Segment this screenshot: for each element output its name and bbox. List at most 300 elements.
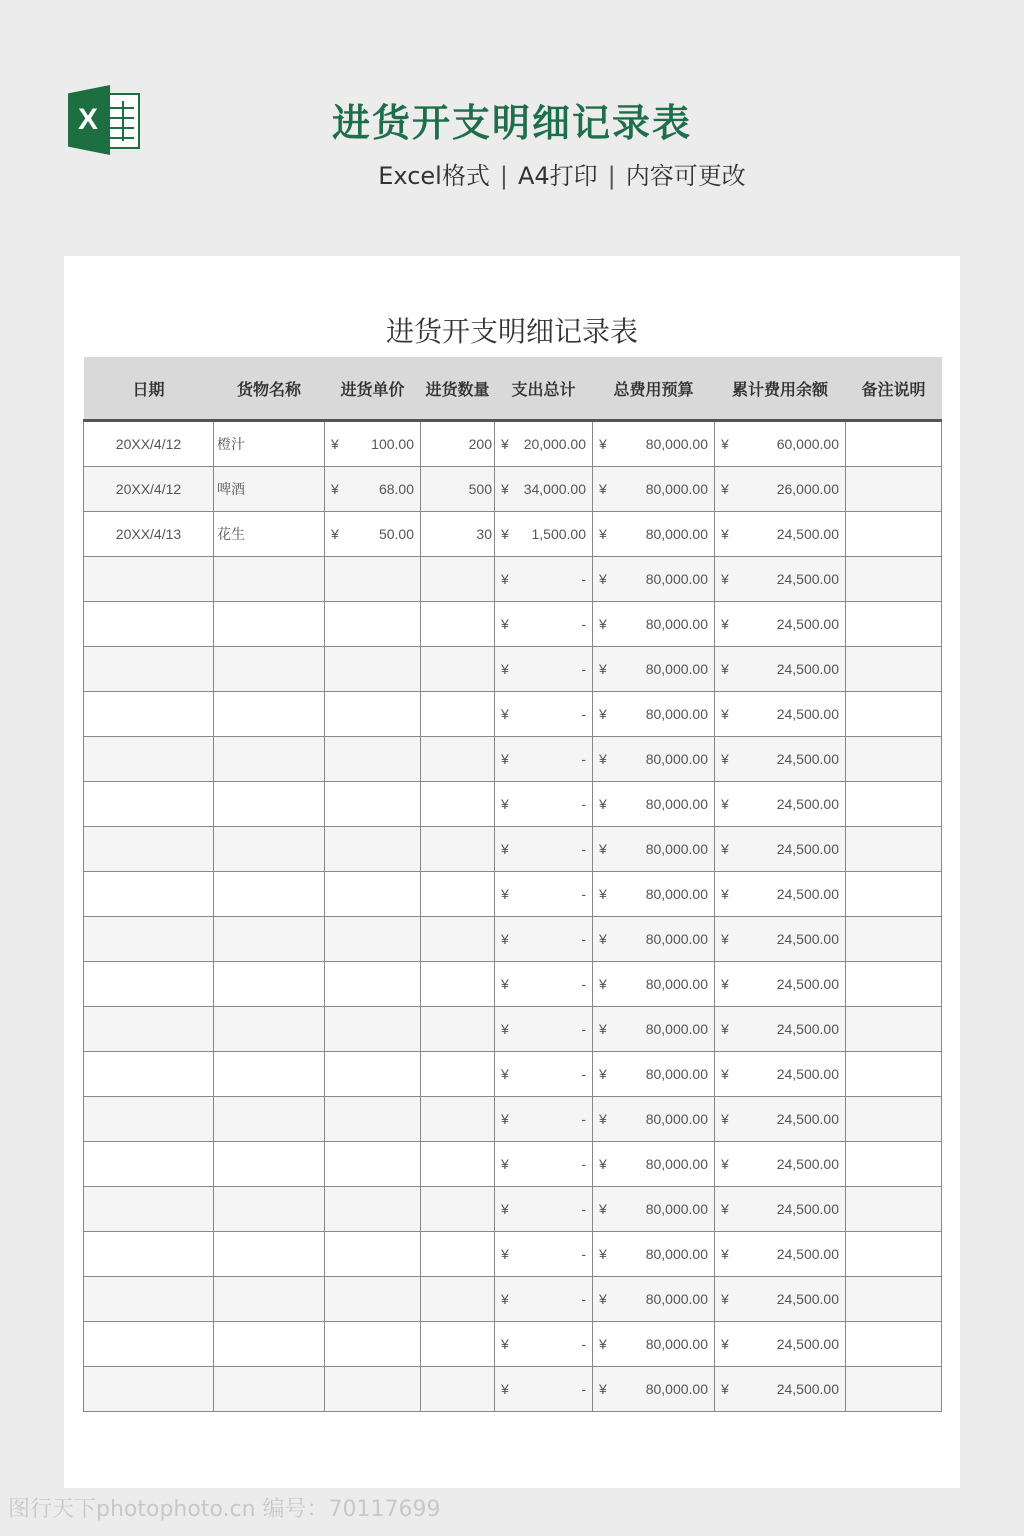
- cell-unit-price[interactable]: [325, 647, 421, 692]
- cell-total[interactable]: [495, 557, 593, 602]
- cell-item[interactable]: [214, 872, 325, 917]
- currency-symbol: ¥: [599, 1246, 607, 1262]
- cell-balance[interactable]: [715, 962, 846, 1007]
- money-value: [599, 886, 708, 902]
- cell-total[interactable]: [495, 1367, 593, 1412]
- cell-date[interactable]: [84, 1142, 214, 1187]
- cell-unit-price[interactable]: [325, 1052, 421, 1097]
- cell-date[interactable]: 20XX/4/13: [84, 512, 214, 557]
- cell-balance[interactable]: [715, 467, 846, 512]
- cell-unit-price[interactable]: [325, 1142, 421, 1187]
- cell-total[interactable]: [495, 602, 593, 647]
- cell-item[interactable]: [214, 647, 325, 692]
- cell-balance[interactable]: [715, 1322, 846, 1367]
- subtitle-format: Excel格式: [378, 162, 490, 190]
- cell-total[interactable]: [495, 737, 593, 782]
- cell-budget[interactable]: [593, 467, 715, 512]
- money-value: [501, 616, 586, 632]
- cell-date[interactable]: [84, 962, 214, 1007]
- cell-total[interactable]: [495, 647, 593, 692]
- cell-budget[interactable]: [593, 1232, 715, 1277]
- cell-unit-price[interactable]: [325, 1007, 421, 1052]
- currency-symbol: ¥: [599, 1291, 607, 1307]
- money-value: [721, 751, 839, 767]
- currency-symbol: ¥: [501, 1336, 509, 1352]
- currency-symbol: ¥: [501, 1021, 509, 1037]
- money-value: [501, 841, 586, 857]
- cell-balance[interactable]: [715, 1142, 846, 1187]
- money-value: [721, 481, 839, 497]
- cell-budget[interactable]: [593, 602, 715, 647]
- cell-unit-price[interactable]: [325, 827, 421, 872]
- amount: 80,000.00: [645, 796, 708, 812]
- money-value: [721, 1291, 839, 1307]
- cell-unit-price[interactable]: [325, 1322, 421, 1367]
- currency-symbol: ¥: [501, 886, 509, 902]
- cell-quantity[interactable]: [421, 692, 495, 737]
- currency-symbol: ¥: [721, 751, 729, 767]
- currency-symbol: ¥: [599, 661, 607, 677]
- amount: -: [581, 751, 586, 767]
- money-value: [501, 796, 586, 812]
- cell-total[interactable]: [495, 512, 593, 557]
- cell-unit-price[interactable]: [325, 512, 421, 557]
- cell-budget[interactable]: [593, 692, 715, 737]
- cell-total[interactable]: [495, 1322, 593, 1367]
- currency-symbol: ¥: [721, 1246, 729, 1262]
- cell-unit-price[interactable]: [325, 962, 421, 1007]
- cell-note[interactable]: [846, 1097, 942, 1142]
- currency-symbol: ¥: [501, 481, 509, 497]
- cell-balance[interactable]: [715, 602, 846, 647]
- cell-date[interactable]: [84, 827, 214, 872]
- cell-total[interactable]: [495, 872, 593, 917]
- money-value: [501, 1201, 586, 1217]
- cell-quantity[interactable]: [421, 782, 495, 827]
- amount: 80,000.00: [645, 1381, 708, 1397]
- cell-balance[interactable]: [715, 737, 846, 782]
- cell-balance[interactable]: [715, 872, 846, 917]
- currency-symbol: ¥: [599, 706, 607, 722]
- watermark: 图行天下photophoto.cn 编号：70117699: [8, 1497, 441, 1522]
- cell-item[interactable]: [214, 1097, 325, 1142]
- cell-total[interactable]: [495, 1277, 593, 1322]
- cell-total[interactable]: [495, 917, 593, 962]
- cell-unit-price[interactable]: [325, 692, 421, 737]
- cell-budget[interactable]: [593, 1322, 715, 1367]
- cell-unit-price[interactable]: [325, 782, 421, 827]
- amount: 24,500.00: [776, 1021, 839, 1037]
- currency-symbol: ¥: [721, 571, 729, 587]
- cell-date[interactable]: 20XX/4/12: [84, 421, 214, 467]
- cell-budget[interactable]: [593, 1142, 715, 1187]
- cell-date[interactable]: 20XX/4/12: [84, 467, 214, 512]
- money-value: [501, 1111, 586, 1127]
- cell-date[interactable]: [84, 1187, 214, 1232]
- cell-date[interactable]: [84, 1097, 214, 1142]
- currency-symbol: ¥: [331, 436, 339, 452]
- table-row: [84, 1232, 942, 1277]
- cell-item[interactable]: [214, 602, 325, 647]
- amount: -: [581, 661, 586, 677]
- amount: 100.00: [371, 436, 414, 452]
- cell-quantity[interactable]: 200: [421, 421, 495, 467]
- cell-quantity[interactable]: 500: [421, 467, 495, 512]
- cell-note[interactable]: [846, 872, 942, 917]
- money-value: [501, 481, 586, 497]
- money-value: [599, 1111, 708, 1127]
- money-value: [721, 976, 839, 992]
- amount: 24,500.00: [776, 796, 839, 812]
- cell-item[interactable]: 花生: [214, 512, 325, 557]
- cell-note[interactable]: [846, 917, 942, 962]
- table-row: [84, 782, 942, 827]
- amount: -: [581, 1381, 586, 1397]
- money-value: [501, 931, 586, 947]
- amount: -: [581, 1246, 586, 1262]
- subtitle-editable: 内容可更改: [625, 162, 746, 190]
- currency-symbol: ¥: [501, 706, 509, 722]
- amount: 34,000.00: [523, 481, 586, 497]
- cell-budget[interactable]: [593, 962, 715, 1007]
- table-row: [84, 872, 942, 917]
- cell-total[interactable]: [495, 1007, 593, 1052]
- amount: 20,000.00: [523, 436, 586, 452]
- cell-date[interactable]: [84, 557, 214, 602]
- currency-symbol: ¥: [599, 571, 607, 587]
- cell-item[interactable]: [214, 1142, 325, 1187]
- cell-quantity[interactable]: [421, 1142, 495, 1187]
- cell-balance[interactable]: [715, 782, 846, 827]
- currency-symbol: ¥: [501, 1156, 509, 1172]
- currency-symbol: ¥: [501, 931, 509, 947]
- cell-unit-price[interactable]: [325, 1277, 421, 1322]
- cell-budget[interactable]: [593, 1097, 715, 1142]
- cell-date[interactable]: [84, 647, 214, 692]
- table-row: [84, 737, 942, 782]
- cell-budget[interactable]: [593, 421, 715, 467]
- currency-symbol: ¥: [599, 976, 607, 992]
- cell-quantity[interactable]: [421, 737, 495, 782]
- cell-unit-price[interactable]: [325, 557, 421, 602]
- cell-note[interactable]: [846, 782, 942, 827]
- currency-symbol: ¥: [599, 1066, 607, 1082]
- amount: 80,000.00: [645, 481, 708, 497]
- cell-balance[interactable]: [715, 421, 846, 467]
- cell-total[interactable]: [495, 421, 593, 467]
- cell-balance[interactable]: [715, 1277, 846, 1322]
- cell-quantity[interactable]: [421, 1277, 495, 1322]
- cell-budget[interactable]: [593, 737, 715, 782]
- cell-note[interactable]: [846, 1052, 942, 1097]
- cell-item[interactable]: [214, 827, 325, 872]
- cell-balance[interactable]: [715, 1052, 846, 1097]
- cell-note[interactable]: [846, 602, 942, 647]
- cell-note[interactable]: [846, 1007, 942, 1052]
- table-body: [84, 421, 942, 1412]
- amount: 24,500.00: [776, 1156, 839, 1172]
- currency-symbol: ¥: [501, 796, 509, 812]
- money-value: [501, 886, 586, 902]
- cell-item[interactable]: [214, 737, 325, 782]
- currency-symbol: ¥: [599, 1021, 607, 1037]
- cell-quantity[interactable]: [421, 647, 495, 692]
- subtitle-print: A4打印: [517, 162, 598, 190]
- currency-symbol: ¥: [721, 1201, 729, 1217]
- amount: 24,500.00: [776, 661, 839, 677]
- cell-budget[interactable]: [593, 1367, 715, 1412]
- table-row: [84, 1277, 942, 1322]
- currency-symbol: ¥: [501, 436, 509, 452]
- cell-quantity[interactable]: [421, 917, 495, 962]
- cell-balance[interactable]: [715, 1367, 846, 1412]
- cell-quantity[interactable]: [421, 827, 495, 872]
- cell-quantity[interactable]: [421, 1367, 495, 1412]
- cell-budget[interactable]: [593, 917, 715, 962]
- cell-quantity[interactable]: 30: [421, 512, 495, 557]
- money-value: [599, 706, 708, 722]
- cell-unit-price[interactable]: [325, 1367, 421, 1412]
- currency-symbol: ¥: [721, 481, 729, 497]
- cell-item[interactable]: [214, 1232, 325, 1277]
- cell-item[interactable]: [214, 917, 325, 962]
- sheet-title: 进货开支明细记录表: [385, 315, 638, 348]
- cell-budget[interactable]: [593, 1187, 715, 1232]
- money-value: [599, 931, 708, 947]
- money-value: [599, 1381, 708, 1397]
- cell-quantity[interactable]: [421, 962, 495, 1007]
- cell-item[interactable]: 橙汁: [214, 421, 325, 467]
- money-value: [599, 1201, 708, 1217]
- money-value: [501, 751, 586, 767]
- currency-symbol: ¥: [599, 1336, 607, 1352]
- cell-unit-price[interactable]: [325, 1187, 421, 1232]
- cell-note[interactable]: [846, 1142, 942, 1187]
- cell-balance[interactable]: [715, 827, 846, 872]
- table-row: [84, 1097, 942, 1142]
- amount: -: [581, 1291, 586, 1307]
- cell-balance[interactable]: [715, 1007, 846, 1052]
- cell-item[interactable]: [214, 1277, 325, 1322]
- currency-symbol: ¥: [599, 796, 607, 812]
- money-value: [721, 886, 839, 902]
- cell-date[interactable]: [84, 1277, 214, 1322]
- currency-symbol: ¥: [501, 571, 509, 587]
- amount: 80,000.00: [645, 1156, 708, 1172]
- cell-date[interactable]: [84, 782, 214, 827]
- amount: 80,000.00: [645, 436, 708, 452]
- cell-unit-price[interactable]: [325, 421, 421, 467]
- currency-symbol: ¥: [599, 751, 607, 767]
- cell-total[interactable]: [495, 1052, 593, 1097]
- cell-item[interactable]: [214, 1187, 325, 1232]
- cell-budget[interactable]: [593, 512, 715, 557]
- cell-balance[interactable]: [715, 557, 846, 602]
- cell-date[interactable]: [84, 1367, 214, 1412]
- cell-balance[interactable]: [715, 512, 846, 557]
- cell-note[interactable]: [846, 737, 942, 782]
- table-row: [84, 1142, 942, 1187]
- currency-symbol: ¥: [721, 931, 729, 947]
- amount: -: [581, 571, 586, 587]
- amount: 24,500.00: [776, 526, 839, 542]
- cell-budget[interactable]: [593, 827, 715, 872]
- cell-quantity[interactable]: [421, 872, 495, 917]
- cell-date[interactable]: [84, 1232, 214, 1277]
- cell-balance[interactable]: [715, 917, 846, 962]
- amount: 80,000.00: [645, 1066, 708, 1082]
- cell-balance[interactable]: [715, 692, 846, 737]
- cell-item[interactable]: [214, 1052, 325, 1097]
- column-header-item: 货物名称: [214, 357, 325, 421]
- amount: 24,500.00: [776, 1111, 839, 1127]
- cell-item[interactable]: [214, 782, 325, 827]
- cell-total[interactable]: [495, 467, 593, 512]
- cell-note[interactable]: [846, 1277, 942, 1322]
- amount: 24,500.00: [776, 616, 839, 632]
- currency-symbol: ¥: [721, 1066, 729, 1082]
- cell-unit-price[interactable]: [325, 872, 421, 917]
- cell-budget[interactable]: [593, 872, 715, 917]
- amount: 80,000.00: [645, 931, 708, 947]
- cell-balance[interactable]: [715, 1232, 846, 1277]
- cell-item[interactable]: [214, 1367, 325, 1412]
- cell-budget[interactable]: [593, 1277, 715, 1322]
- cell-balance[interactable]: [715, 1097, 846, 1142]
- currency-symbol: ¥: [721, 976, 729, 992]
- cell-unit-price[interactable]: [325, 467, 421, 512]
- money-value: [331, 436, 414, 452]
- currency-symbol: ¥: [501, 751, 509, 767]
- column-header-quantity: 进货数量: [421, 357, 495, 421]
- money-value: [501, 526, 586, 542]
- amount: 80,000.00: [645, 751, 708, 767]
- cell-date[interactable]: [84, 1007, 214, 1052]
- cell-unit-price[interactable]: [325, 737, 421, 782]
- cell-note[interactable]: [846, 467, 942, 512]
- table-row: [84, 962, 942, 1007]
- cell-total[interactable]: [495, 827, 593, 872]
- cell-quantity[interactable]: [421, 1097, 495, 1142]
- cell-budget[interactable]: [593, 1052, 715, 1097]
- cell-note[interactable]: [846, 1232, 942, 1277]
- cell-note[interactable]: [846, 557, 942, 602]
- amount: 24,500.00: [776, 1336, 839, 1352]
- currency-symbol: ¥: [599, 841, 607, 857]
- cell-quantity[interactable]: [421, 1007, 495, 1052]
- cell-total[interactable]: [495, 1142, 593, 1187]
- cell-total[interactable]: [495, 692, 593, 737]
- cell-quantity[interactable]: [421, 1322, 495, 1367]
- currency-symbol: ¥: [721, 661, 729, 677]
- cell-quantity[interactable]: [421, 1187, 495, 1232]
- cell-item[interactable]: [214, 1007, 325, 1052]
- currency-symbol: ¥: [721, 886, 729, 902]
- cell-unit-price[interactable]: [325, 1232, 421, 1277]
- page-subtitle: [0, 156, 1024, 191]
- amount: 24,500.00: [776, 841, 839, 857]
- cell-quantity[interactable]: [421, 1052, 495, 1097]
- money-value: [721, 1021, 839, 1037]
- money-value: [501, 1336, 586, 1352]
- cell-item[interactable]: [214, 557, 325, 602]
- amount: 80,000.00: [645, 1246, 708, 1262]
- amount: 24,500.00: [776, 931, 839, 947]
- cell-date[interactable]: [84, 1322, 214, 1367]
- cell-date[interactable]: [84, 602, 214, 647]
- currency-symbol: ¥: [331, 481, 339, 497]
- cell-date[interactable]: [84, 692, 214, 737]
- cell-note[interactable]: [846, 827, 942, 872]
- cell-note[interactable]: [846, 1187, 942, 1232]
- cell-note[interactable]: [846, 692, 942, 737]
- cell-balance[interactable]: [715, 1187, 846, 1232]
- amount: 80,000.00: [645, 841, 708, 857]
- money-value: [501, 1021, 586, 1037]
- table-row: [84, 917, 942, 962]
- amount: -: [581, 796, 586, 812]
- cell-quantity[interactable]: [421, 1232, 495, 1277]
- cell-quantity[interactable]: [421, 557, 495, 602]
- money-value: [599, 1021, 708, 1037]
- cell-note[interactable]: [846, 1322, 942, 1367]
- cell-total[interactable]: [495, 782, 593, 827]
- cell-note[interactable]: [846, 1367, 942, 1412]
- cell-total[interactable]: [495, 1232, 593, 1277]
- cell-quantity[interactable]: [421, 602, 495, 647]
- cell-date[interactable]: [84, 917, 214, 962]
- cell-budget[interactable]: [593, 647, 715, 692]
- currency-symbol: ¥: [501, 1381, 509, 1397]
- table-row: [84, 1007, 942, 1052]
- amount: -: [581, 1201, 586, 1217]
- cell-balance[interactable]: [715, 647, 846, 692]
- cell-unit-price[interactable]: [325, 602, 421, 647]
- currency-symbol: ¥: [501, 1111, 509, 1127]
- cell-note[interactable]: [846, 421, 942, 467]
- cell-note[interactable]: [846, 647, 942, 692]
- cell-total[interactable]: [495, 1097, 593, 1142]
- cell-item[interactable]: [214, 692, 325, 737]
- cell-item[interactable]: [214, 1322, 325, 1367]
- cell-item[interactable]: 啤酒: [214, 467, 325, 512]
- cell-unit-price[interactable]: [325, 917, 421, 962]
- cell-budget[interactable]: [593, 782, 715, 827]
- cell-date[interactable]: [84, 1052, 214, 1097]
- cell-date[interactable]: [84, 737, 214, 782]
- cell-total[interactable]: [495, 962, 593, 1007]
- money-value: [331, 526, 414, 542]
- currency-symbol: ¥: [721, 796, 729, 812]
- currency-symbol: ¥: [721, 1021, 729, 1037]
- cell-item[interactable]: [214, 962, 325, 1007]
- money-value: [721, 526, 839, 542]
- cell-note[interactable]: [846, 512, 942, 557]
- amount: 24,500.00: [776, 706, 839, 722]
- table-row: [84, 602, 942, 647]
- cell-unit-price[interactable]: [325, 1097, 421, 1142]
- cell-budget[interactable]: [593, 1007, 715, 1052]
- cell-date[interactable]: [84, 872, 214, 917]
- spreadsheet-preview: [64, 256, 960, 1488]
- money-value: [599, 1066, 708, 1082]
- cell-budget[interactable]: [593, 557, 715, 602]
- currency-symbol: ¥: [599, 1201, 607, 1217]
- amount: 80,000.00: [645, 886, 708, 902]
- cell-total[interactable]: [495, 1187, 593, 1232]
- amount: 1,500.00: [531, 526, 586, 542]
- cell-note[interactable]: [846, 962, 942, 1007]
